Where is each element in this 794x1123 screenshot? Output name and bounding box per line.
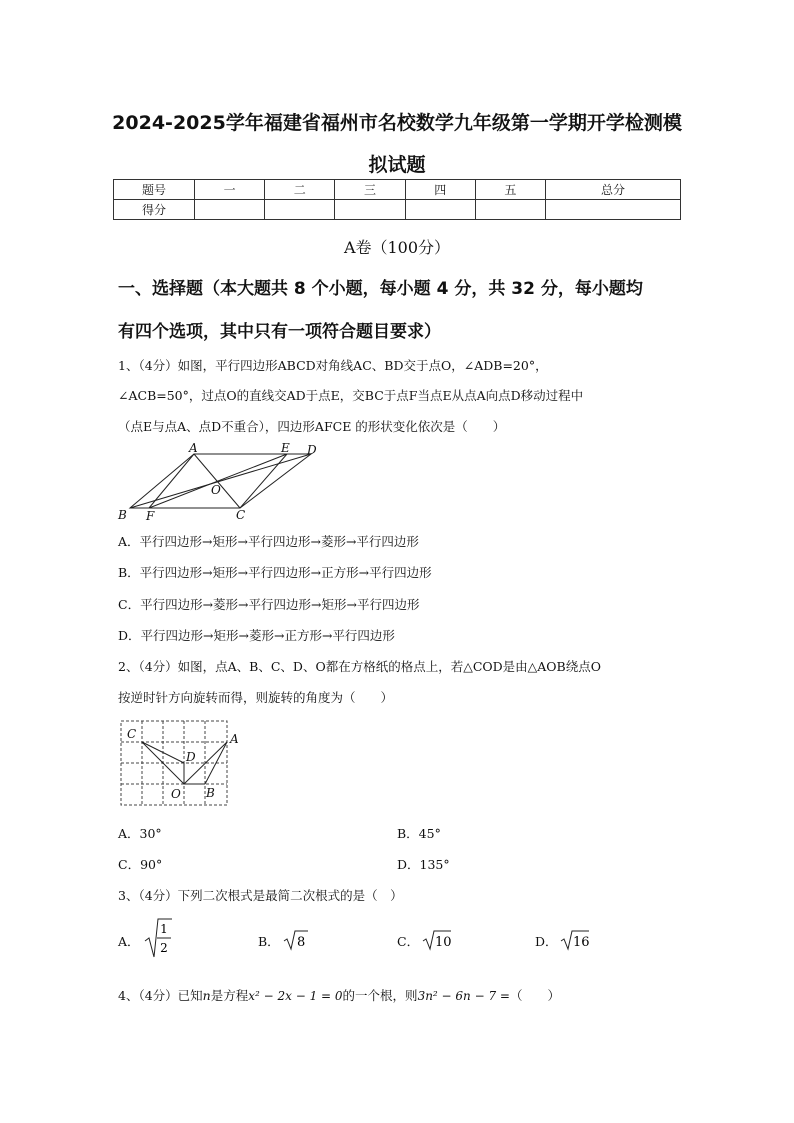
q3-option-b-radical <box>283 929 309 951</box>
q3-option-b-label[interactable]: B． <box>258 934 280 949</box>
q3-option-a-label[interactable]: A． <box>118 934 140 949</box>
score-header-cell: 题号 <box>114 180 195 200</box>
score-header-cell: 四 <box>405 180 475 200</box>
label-d: D <box>307 443 317 457</box>
q1-option-d[interactable]: D．平行四边形→矩形→菱形→正方形→平行四边形 <box>118 628 395 643</box>
q4-suffix: （ ） <box>509 988 560 1003</box>
label-f: F <box>146 509 155 523</box>
q2-line1: 2、（4分）如图，点A、B、C、D、O都在方格纸的格点上，若△COD是由△AOB绕点O <box>118 659 601 674</box>
score-header-cell: 总分 <box>546 180 681 200</box>
label-d: D <box>186 750 196 764</box>
section-a-title: A卷（100分） <box>343 238 451 257</box>
score-table-score-row <box>114 200 681 220</box>
score-cell[interactable] <box>195 200 265 220</box>
q2-option-b[interactable]: B．45° <box>397 826 441 841</box>
score-cell[interactable] <box>335 200 405 220</box>
page-title-line1: 2024-2025学年福建省福州市名校数学九年级第一学期开学检测模 <box>112 112 682 134</box>
q4-equation: x² − 2x − 1 = 0 <box>248 989 343 1003</box>
score-cell[interactable] <box>265 200 335 220</box>
line-ef <box>149 454 287 508</box>
q1-line3: （点E与点A、点D不重合），四边形AFCE 的形状变化依次是（ ） <box>118 419 506 434</box>
score-header-cell: 五 <box>475 180 545 200</box>
label-o: O <box>171 787 181 801</box>
score-header-cell: 三 <box>335 180 405 200</box>
q3-option-d-label[interactable]: D． <box>535 934 558 949</box>
diagonal-bd <box>130 454 311 508</box>
q3-a-numerator: 1 <box>160 922 168 936</box>
segment-af <box>149 454 194 508</box>
q2-option-d[interactable]: D．135° <box>397 857 450 872</box>
q2-option-a[interactable]: A．30° <box>118 826 162 841</box>
q3-option-a-radical <box>143 915 173 961</box>
q4-prefix: 4、（4分）已知 <box>118 988 203 1003</box>
label-b: B <box>206 786 215 800</box>
label-a: A <box>230 732 239 746</box>
part1-heading-line2: 有四个选项，其中只有一项符合题目要求） <box>118 322 441 342</box>
q3-line1: 3、（4分）下列二次根式是最简二次根式的是（ ） <box>118 888 403 903</box>
q3-a-denominator: 2 <box>160 941 168 955</box>
label-e: E <box>281 442 290 455</box>
score-cell[interactable] <box>475 200 545 220</box>
score-table <box>113 179 681 220</box>
q1-option-a[interactable]: A．平行四边形→矩形→平行四边形→菱形→平行四边形 <box>118 534 419 549</box>
segment-cd <box>142 742 184 763</box>
q4-mid: 是方程 <box>210 988 249 1003</box>
score-header-cell: 一 <box>195 180 265 200</box>
score-cell[interactable] <box>405 200 475 220</box>
q3-option-c-radical <box>422 929 452 951</box>
q1-option-b[interactable]: B．平行四边形→矩形→平行四边形→正方形→平行四边形 <box>118 565 432 580</box>
q3-c-radicand: 10 <box>435 935 452 950</box>
q3-d-radicand: 16 <box>573 935 590 950</box>
segment-ec <box>240 454 287 508</box>
q1-option-c[interactable]: C．平行四边形→菱形→平行四边形→矩形→平行四边形 <box>118 597 420 612</box>
q3-option-d-radical <box>560 929 590 951</box>
label-a: A <box>189 442 198 455</box>
q4-var-n: n <box>202 988 211 1003</box>
label-c: C <box>127 727 137 741</box>
score-table-header-row <box>114 180 681 200</box>
q1-line2: ∠ACB=50°，过点O的直线交AD于点E，交BC于点F当点E从点A向点D移动过程中 <box>118 388 584 403</box>
label-c: C <box>236 508 246 522</box>
label-b: B <box>118 508 127 522</box>
q1-line1: 1、（4分）如图，平行四边形ABCD对角线AC、BD交于点O，∠ADB=20°， <box>118 358 548 373</box>
part1-heading-line1: 一、选择题（本大题共 8 个小题，每小题 4 分，共 32 分，每小题均 <box>118 279 643 299</box>
q1-parallelogram-figure <box>116 442 326 524</box>
q2-line2: 按逆时针方向旋转而得，则旋转的角度为（ ） <box>118 690 394 705</box>
score-header-cell: 二 <box>265 180 335 200</box>
q3-option-c-label[interactable]: C． <box>397 934 420 949</box>
page-title-line2: 拟试题 <box>368 154 426 176</box>
label-o: O <box>211 483 221 497</box>
score-row-label: 得分 <box>114 200 195 220</box>
q4-expression: 3n² − 6n − 7 = <box>417 989 510 1003</box>
q4-mid2: 的一个根，则 <box>342 988 418 1003</box>
score-cell[interactable] <box>546 200 681 220</box>
q2-option-c[interactable]: C．90° <box>118 857 163 872</box>
q2-grid-figure <box>118 718 243 810</box>
q3-b-radicand: 8 <box>297 935 306 950</box>
q4-line1 <box>118 986 560 1004</box>
